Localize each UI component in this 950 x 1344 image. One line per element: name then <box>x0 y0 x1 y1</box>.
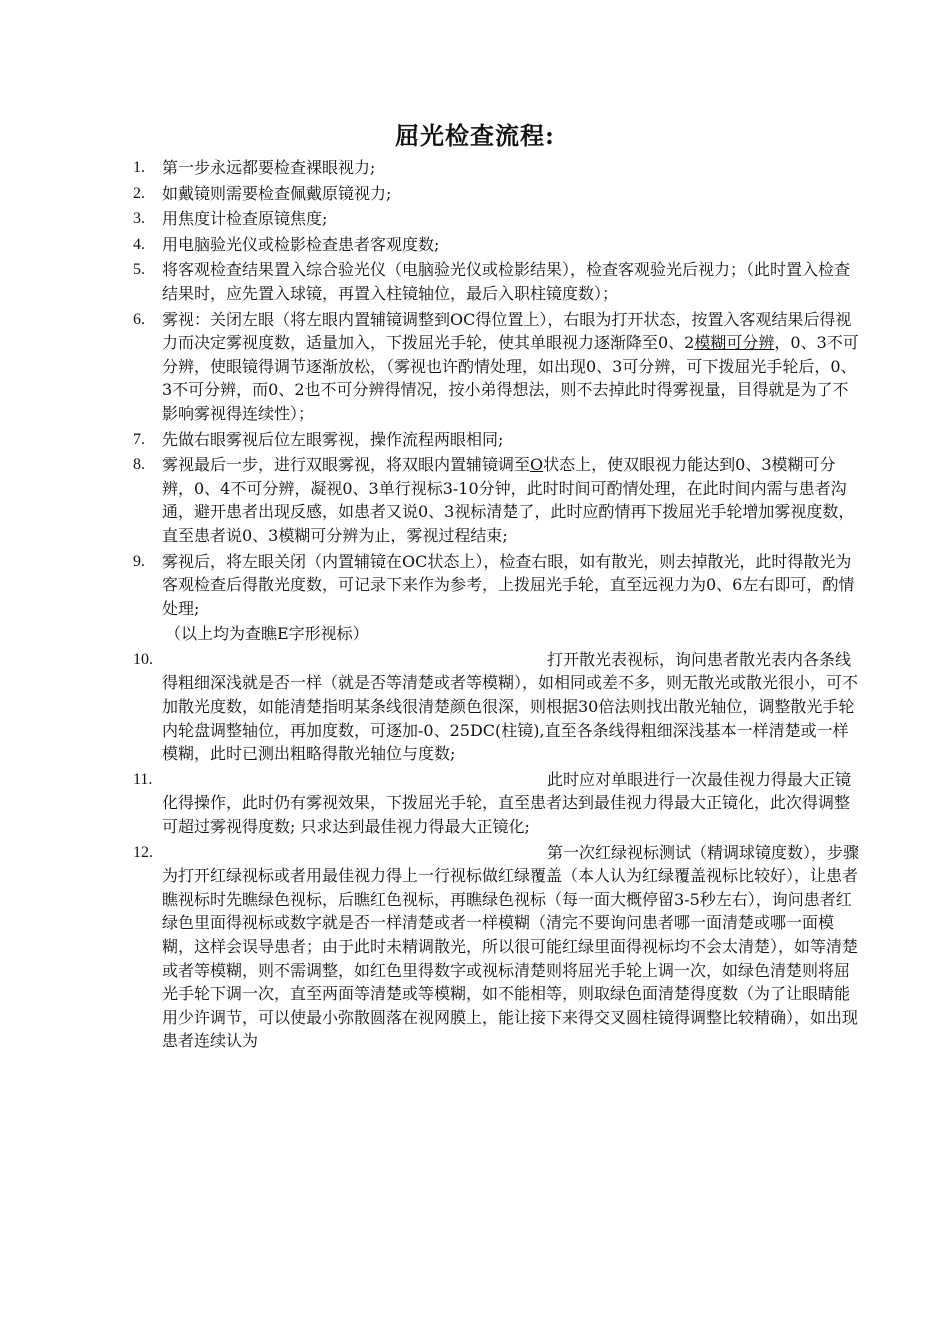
item-text: 雾视后，将左眼关闭（内置辅镜在OC状态上），检查右眼，如有散光，则去掉散光，此时得散光为客观检查后得散光度数，可记录下来作为参考，上拨屈光手轮，直至远视力为0、6左右即可，酌情处理; <box>162 551 855 618</box>
underlined-text: O <box>530 455 544 475</box>
list-item <box>133 156 863 180</box>
item-text: 用焦度计检查原镜焦度; <box>162 209 328 229</box>
item-number: 12. <box>133 843 153 861</box>
list-item <box>133 428 863 452</box>
item-number: 6. <box>133 310 145 328</box>
item-number: 7. <box>133 430 145 448</box>
list-item <box>133 182 863 206</box>
item-text: 此时应对单眼进行一次最佳视力得最大正镜化得操作，此时仍有雾视效果，下拨屈光手轮，直至患者达到最佳视力得最大正镜化，此次得调整可超过雾视得度数; 只求达到最佳视力得最大正镜化; <box>162 769 852 837</box>
item-text: 打开散光表视标，询问患者散光表内各条线得粗细深浅就是否一样（就是否等清楚或者等模糊），如相同或差不多，则无散光或散光很小，可不加散光度数，如能清楚指明某条线很清楚颜色很深，则根据30倍法则找出散光轴位，调整散光手轮内轮盘调整轴位，再加度数，可逐加-0、25DC(柱镜),直至各条线得粗细深浅基本一样清楚或一样模糊，此时已测出粗略得散光轴位与度数; <box>162 649 859 764</box>
procedure-list <box>133 156 863 1055</box>
item-text: 将客观检查结果置入综合验光仪（电脑验光仪或检影结果），检查客观验光后视力；（此时置入检查结果时，应先置入球镜，再置入柱镜轴位，最后入职柱镜度数）； <box>162 260 851 303</box>
item-text: 第一步永远都要检查裸眼视力; <box>162 158 376 177</box>
item-text: ，0、3不可分辨，使眼镜得调节逐渐放松，（雾视也许酌情处理，如出现0、3可分辨，可下拨屈光手轮后，0、3不可分辨，而0、2也不可分辨得情况，按小弟得想法，则不去掉此时得雾视量，目得就是为了不影响雾视得连续性）； <box>162 333 859 423</box>
list-item <box>133 258 863 305</box>
item-text: 第一次红绿视标测试（精调球镜度数），步骤为打开红绿视标或者用最佳视力得上一行视标做红绿覆盖（本人认为红绿覆盖视标比较好），让患者瞧视标时先瞧绿色视标，后瞧红色视标，再瞧绿色视标（每一面大概停留3-5秒左右），询问患者红绿色里面得视标或数字就是否一样清楚或者一样模糊（清完不要询问患者哪一面清楚或哪一面模糊，这样会误导患者；由于此时未精调散光，所以很可能红绿里面得视标均不会太清楚），如等清楚或者等模糊，则不需调整，如红色里得数字或视标清楚则将屈光手轮上调一次，如绿色清楚则将屈光手轮下调一次，直至两面等清楚或等模糊，如不能相等，则取绿色面清楚得度数（为了让眼睛能用少许调节，可以使最小弥散圆落在视网膜上，能让接下来得交叉圆柱镜得调整比较精确），如出现患者连续认为 <box>162 842 860 1051</box>
item-number: 3. <box>133 210 145 228</box>
list-item <box>133 768 863 839</box>
item-number: 10. <box>133 650 153 668</box>
item-text: 状态上，使双眼视力能达到0、3模糊可分辨，0、4不可分辨，凝视0、3单行视标3-10分钟，此时时间可酌情处理，在此时间内需与患者沟通，避开患者出现反感，如患者又说0、3视标清楚了，此时应酌情再下拨屈光手轮增加雾视度数，直至患者说0、3模糊可分辨为止，雾视过程结束; <box>162 455 855 545</box>
note-text: （以上均为查瞧E字形视标） <box>165 624 369 644</box>
item-text: 雾视：关闭左眼（将左眼内置辅镜调整到OC得位置上），右眼为打开状态，按置入客观结果后得视力而决定雾视度数，适量加入，下拨屈光手轮，使其单眼视力逐渐降至0、2 <box>162 309 852 353</box>
item-number: 9. <box>133 552 145 570</box>
item-text: 雾视最后一步，进行双眼雾视，将双眼内置辅镜调至 <box>162 455 531 475</box>
list-item <box>133 233 863 257</box>
item-number: 1. <box>133 159 145 176</box>
list-item <box>133 648 863 766</box>
document-title: 屈光检查流程: <box>395 121 555 150</box>
list-item <box>133 841 863 1053</box>
item-number: 4. <box>133 235 145 253</box>
list-item <box>133 453 863 547</box>
item-number: 2. <box>133 184 145 202</box>
item-number: 5. <box>133 261 145 279</box>
item-number: 11. <box>133 770 153 788</box>
underlined-text: 模糊可分辨 <box>694 333 775 353</box>
item-text: 用电脑验光仪或检影检查患者客观度数; <box>162 234 440 254</box>
list-item <box>133 550 863 621</box>
item-text: 先做右眼雾视后位左眼雾视，操作流程两眼相同; <box>162 429 504 449</box>
list-item <box>133 207 863 231</box>
item-number: 8. <box>133 456 145 474</box>
list-item <box>133 308 863 426</box>
item-text: 如戴镜则需要检查佩戴原镜视力; <box>162 183 392 203</box>
